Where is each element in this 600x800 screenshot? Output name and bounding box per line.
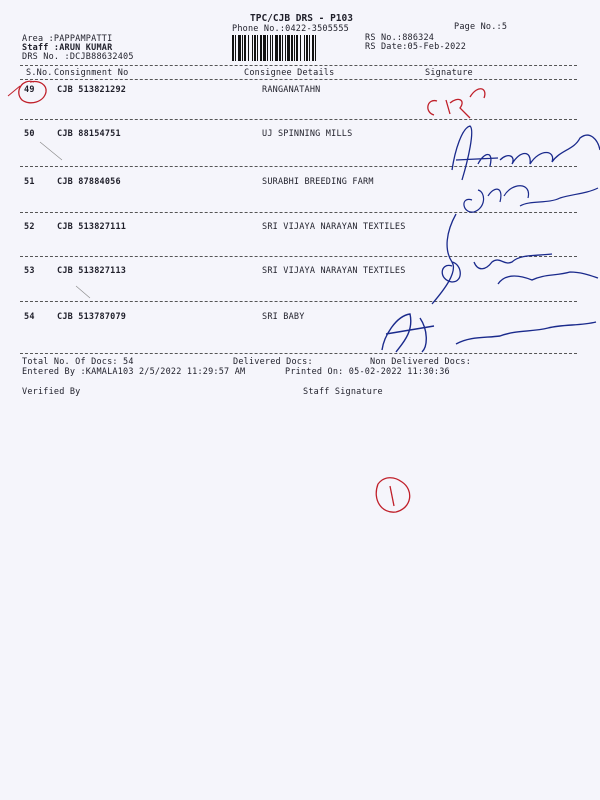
divider: [20, 119, 577, 120]
divider: [20, 353, 577, 354]
page-number: Page No.:5: [454, 22, 508, 32]
divider: [20, 301, 577, 302]
red-count-mark: [376, 478, 409, 512]
row-consignment: CJB 513827111: [57, 222, 127, 232]
delivered-docs: Delivered Docs:: [233, 357, 313, 367]
area-label: Area :PAPPAMPATTI: [22, 34, 113, 44]
row-consignee: SRI BABY: [262, 312, 305, 322]
document-title: TPC/CJB DRS - P103: [250, 13, 353, 24]
row-sno: 50: [24, 129, 35, 139]
signature-row-50: [452, 126, 600, 180]
row-consignee: RANGANATAHN: [262, 85, 321, 95]
pencil-mark: [40, 142, 62, 160]
pencil-mark: [76, 286, 90, 298]
non-delivered-docs: Non Delivered Docs:: [370, 357, 472, 367]
signature-row-51: [464, 186, 598, 212]
col-consignment: Consignment No: [54, 68, 129, 78]
total-docs: Total No. Of Docs: 54: [22, 357, 134, 367]
row-consignee: SRI VIJAYA NARAYAN TEXTILES: [262, 222, 406, 232]
row-consignment: CJB 513787079: [57, 312, 127, 322]
staff-label: Staff :ARUN KUMAR: [22, 43, 113, 53]
drs-number: DRS No. :DCJB88632405: [22, 52, 134, 62]
row-sno: 54: [24, 312, 35, 322]
col-signature: Signature: [425, 68, 473, 78]
red-initials-mark: [428, 89, 485, 118]
row-consignee: UJ SPINNING MILLS: [262, 129, 353, 139]
rs-number: RS No.:886324: [365, 33, 435, 43]
bracket-mark: [432, 214, 456, 304]
phone-number: Phone No.:0422-3505555: [232, 24, 349, 34]
col-sno: S.No.: [26, 68, 53, 78]
divider: [20, 256, 577, 257]
row-consignment: CJB 87884056: [57, 177, 121, 187]
divider: [20, 79, 577, 80]
red-tick-mark: [8, 86, 20, 96]
printed-on: Printed On: 05-02-2022 11:30:36: [285, 367, 450, 377]
row-consignee: SRI VIJAYA NARAYAN TEXTILES: [262, 266, 406, 276]
divider: [20, 166, 577, 167]
row-consignee: SURABHI BREEDING FARM: [262, 177, 374, 187]
verified-by: Verified By: [22, 387, 81, 397]
staff-signature: Staff Signature: [303, 387, 383, 397]
row-sno: 52: [24, 222, 35, 232]
divider: [20, 212, 577, 213]
signature-row-52-53: [442, 254, 598, 284]
entered-by: Entered By :KAMALA103 2/5/2022 11:29:57 AM: [22, 367, 246, 377]
row-sno: 49: [24, 85, 35, 95]
row-consignment: CJB 513827113: [57, 266, 127, 276]
divider: [20, 65, 577, 66]
row-sno: 53: [24, 266, 35, 276]
signature-row-54: [382, 314, 596, 352]
col-consignee: Consignee Details: [244, 68, 335, 78]
red-count-digit: [390, 486, 394, 506]
barcode: [232, 35, 358, 61]
row-consignment: CJB 88154751: [57, 129, 121, 139]
row-sno: 51: [24, 177, 35, 187]
rs-date: RS Date:05-Feb-2022: [365, 42, 467, 52]
row-consignment: CJB 513821292: [57, 85, 127, 95]
